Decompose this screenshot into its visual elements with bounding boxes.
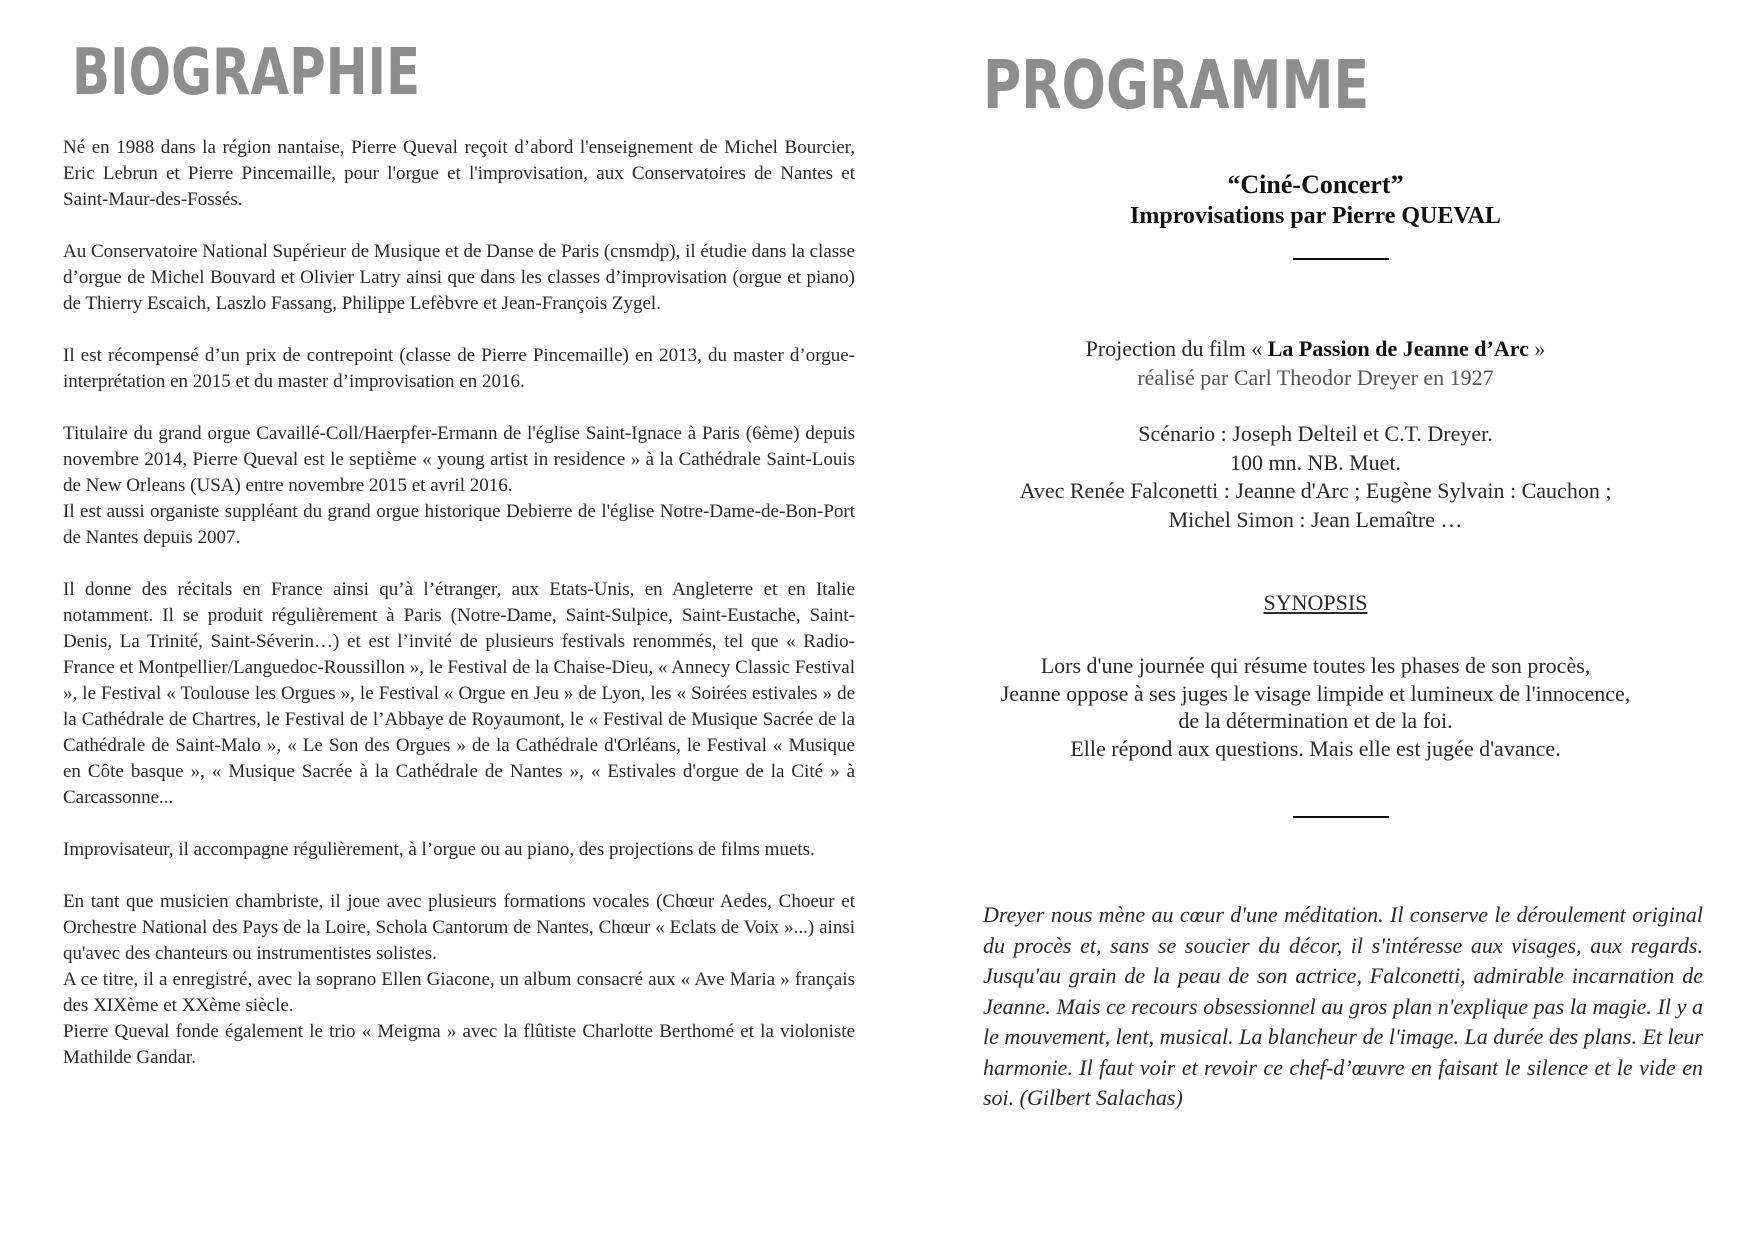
film-intro: Projection du film « — [1085, 336, 1268, 361]
film-detail-line: 100 mn. NB. Muet. — [1229, 449, 1402, 475]
bio-paragraph: Improvisateur, il accompagne régulièrement, à l’orgue ou au piano, des projections de films muets. — [63, 839, 815, 860]
synopsis-line: de la détermination et de la foi. — [1178, 708, 1453, 733]
synopsis-line: Jeanne oppose à ses juges le visage limpide et lumineux de l'innocence, — [1000, 680, 1631, 706]
bio-paragraph: Au Conservatoire National Supérieur de Musique et de Danse de Paris (cnsmdp), il étudie dans la classe d’orgue de Michel Bouvard et Olivier Latry ainsi que dans les classes d’improvisation (orgue et piano) de Thierry Escaich, Laszlo Fassang, Philippe Lefèbvre et Jean-François Zygel. — [63, 241, 855, 314]
divider-rule — [1293, 258, 1389, 260]
film-intro-end: » — [1528, 336, 1546, 361]
bio-paragraph: Il est récompensé d’un prix de contrepoint (classe de Pierre Pincemaille) en 2013, du master d’orgue-interprétation en 2015 et du master d’improvisation en 2016. — [63, 345, 855, 392]
film-credit: réalisé par Carl Theodor Dreyer en 1927 — [1137, 365, 1494, 390]
film-title: La Passion de Jeanne d’Arc — [1267, 336, 1529, 361]
film-details — [877, 420, 1754, 534]
biography-heading: BIOGRAPHIE — [72, 36, 421, 110]
film-detail-line: Michel Simon : Jean Lemaître … — [1168, 506, 1463, 532]
concert-title: “Ciné-Concert” — [1227, 170, 1404, 199]
bio-paragraph: En tant que musicien chambriste, il joue avec plusieurs formations vocales (Chœur Aedes, Choeur et Orchestre National des Pays de la Loire, Schola Cantorum de Nantes, Chœur « Eclats de Voix »...) ainsi qu'avec des chanteurs ou instrumentistes solistes. — [63, 891, 855, 964]
synopsis-text — [877, 652, 1754, 762]
concert-subtitle: Improvisations par Pierre QUEVAL — [1130, 203, 1501, 229]
film-projection-line — [877, 334, 1754, 364]
bio-paragraph: A ce titre, il a enregistré, avec la soprano Ellen Giacone, un album consacré aux « Ave Maria » français des XIXème et XXème siècle. — [63, 969, 855, 1016]
review-quote: Dreyer nous mène au cœur d'une méditation. Il conserve le déroulement original du procès et, sans se soucier du décor, il s'intéresse aux visages, aux regards. Jusqu'au grain de la peau de son actrice, Falconetti, admirable incarnation de Jeanne. Mais ce recours obsessionnel au gros plan n'explique pas la magie. Il y a le mouvement, lent, musical. La blancheur de l'image. La durée des plans. Et leur harmonie. Il faut voir et revoir ce chef-d’œuvre en faisant le silence et le vide en soi. (Gilbert Salachas) — [983, 902, 1703, 1110]
bio-paragraph: Il est aussi organiste suppléant du grand orgue historique Debierre de l'église Notre-Dame-de-Bon-Port de Nantes depuis 2007. — [63, 501, 855, 548]
synopsis-heading: SYNOPSIS — [1263, 590, 1368, 615]
bio-paragraph: Né en 1988 dans la région nantaise, Pierre Queval reçoit d’abord l'enseignement de Michel Bourcier, Eric Lebrun et Pierre Pincemaille, pour l'orgue et l'improvisation, aux Conservatoires de Nantes et Saint-Maur-des-Fossés. — [63, 137, 855, 210]
synopsis-line: Elle répond aux questions. Mais elle est jugée d'avance. — [1070, 735, 1561, 761]
divider-rule — [1293, 816, 1389, 818]
bio-paragraph: Il donne des récitals en France ainsi qu’à l’étranger, aux Etats-Unis, en Angleterre et en Italie notamment. Il se produit régulièrement à Paris (Notre-Dame, Saint-Sulpice, Saint-Eustache, Saint-Denis, La Trinité, Saint-Séverin…) et est l’invité de plusieurs festivals renommés, tel que « Radio-France et Montpellier/Languedoc-Roussillon », le Festival de la Chaise-Dieu, « Annecy Classic Festival », le Festival « Toulouse les Orgues », le Festival « Orgue en Jeu » de Lyon, les « Soirées estivales » de la Cathédrale de Chartres, le Festival de l’Abbaye de Royaumont, le « Festival de Musique Sacrée de la Cathédrale de Saint-Malo », « Le Son des Orgues » de la Cathédrale d'Orléans, le Festival « Musique en Côte basque », « Musique Sacrée à la Cathédrale de Nantes », « Estivales d'orgue de la Cité » à Carcassonne... — [63, 579, 855, 808]
film-detail-line: Avec Renée Falconetti : Jeanne d'Arc ; Eugène Sylvain : Cauchon ; — [1019, 478, 1612, 503]
bio-paragraph: Pierre Queval fonde également le trio « Meigma » avec la flûtiste Charlotte Berthomé et la violoniste Mathilde Gandar. — [63, 1021, 855, 1068]
film-detail-line: Scénario : Joseph Delteil et C.T. Dreyer. — [1138, 421, 1493, 446]
programme-heading: PROGRAMME — [983, 46, 1370, 124]
biography-text — [63, 135, 855, 1071]
bio-paragraph: Titulaire du grand orgue Cavaillé-Coll/Haerpfer-Ermann de l'église Saint-Ignace à Paris (6ème) depuis novembre 2014, Pierre Queval est le septième « young artist in residence » à la Cathédrale Saint-Louis de New Orleans (USA) entre novembre 2015 et avril 2016. — [63, 423, 855, 496]
synopsis-line: Lors d'une journée qui résume toutes les phases de son procès, — [1040, 653, 1591, 678]
programme-page — [877, 0, 1754, 1240]
